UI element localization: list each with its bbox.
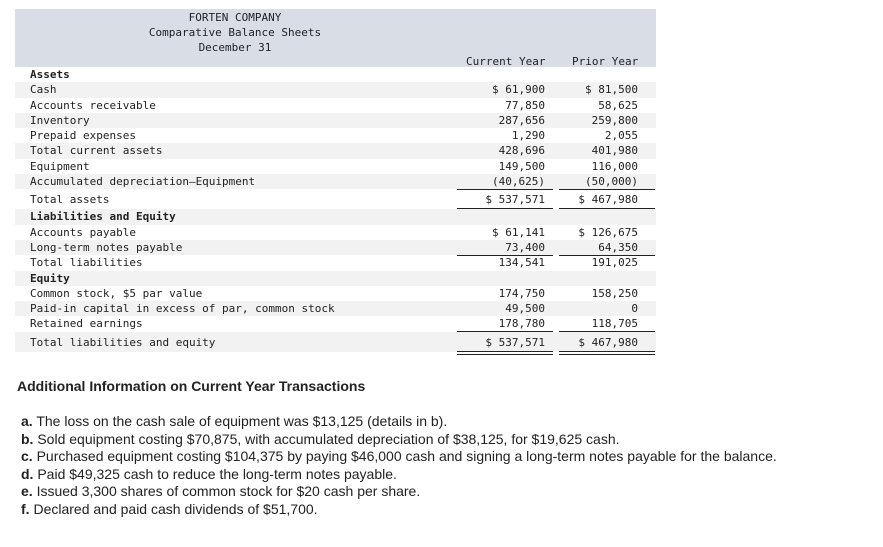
prior-year-value: 259,800 (591, 113, 638, 127)
current-year-value: 174,750 (498, 286, 545, 300)
current-year-value: 428,696 (498, 144, 545, 158)
list-item (21, 483, 821, 501)
prior-year-value: $ 126,675 (578, 225, 638, 239)
prior-year-value: (50,000) (585, 175, 638, 189)
item-text: The loss on the cash sale of equipment was $13,125 (details in b). (32, 413, 448, 429)
row-label: Accounts receivable (30, 98, 156, 112)
current-year-value: (40,625) (492, 175, 545, 189)
statement-title: Comparative Balance Sheets (148, 26, 322, 39)
item-text: Declared and paid cash dividends of $51,700. (29, 500, 318, 517)
row-label: Prepaid expenses (30, 129, 136, 143)
prior-year-value: 401,980 (591, 144, 638, 158)
row-label: Common stock, $5 par value (30, 286, 203, 300)
prior-year-value: 158,250 (591, 286, 638, 300)
list-item (21, 431, 821, 449)
prior-year-value: 0 (631, 302, 638, 316)
row-label: Assets (30, 68, 70, 81)
item-text: Issued 3,300 shares of common stock for $20 cash per share. (32, 483, 421, 499)
item-letter: f. (21, 500, 30, 517)
row-label: Cash (30, 83, 57, 97)
table-row-total-assets (15, 189, 656, 209)
current-year-value: 287,656 (498, 113, 545, 127)
row-label: Total assets (30, 193, 110, 207)
current-year-value: $ 537,571 (485, 193, 545, 207)
section-heading-assets (15, 67, 656, 82)
table-row (15, 316, 656, 331)
row-label: Liabilities and Equity (30, 210, 176, 224)
item-text: Sold equipment costing $70,875, with accumulated depreciation of $38,125, for $19,625 cash. (33, 430, 620, 447)
item-text: Purchased equipment costing $104,375 by paying $46,000 cash and signing a long-term notes payable for the balance. (32, 448, 777, 464)
prior-year-value: $ 81,500 (585, 83, 638, 97)
row-label: Total current assets (30, 144, 163, 158)
current-year-value: 1,290 (511, 129, 545, 143)
prior-year-value: 118,705 (591, 317, 638, 331)
row-label: Equipment (30, 159, 90, 173)
table-row (15, 159, 656, 174)
table-row (15, 113, 656, 128)
table-row (15, 255, 656, 270)
row-label: Long-term notes payable (30, 240, 183, 254)
double-underline (457, 351, 553, 355)
item-letter: a. (21, 413, 33, 429)
current-year-value: $ 61,141 (492, 225, 545, 239)
prior-year-value: 191,025 (591, 256, 638, 270)
list-item (21, 466, 821, 484)
current-year-value: 149,500 (498, 159, 545, 173)
list-item (21, 448, 821, 466)
statement-date: December 31 (198, 41, 272, 54)
prior-year-value: 64,350 (598, 240, 638, 254)
section-heading-liabilities-and-equity (15, 209, 656, 224)
prior-year-value: 58,625 (598, 98, 638, 112)
additional-information (17, 378, 837, 517)
column-header-current-year: Current Year (466, 55, 546, 68)
row-label: Paid-in capital in excess of par, common stock (30, 302, 335, 316)
balance-sheet-table (15, 9, 656, 352)
table-header (15, 9, 656, 67)
table-row (15, 82, 656, 97)
section-heading-equity (15, 271, 656, 286)
prior-year-value: 116,000 (591, 159, 638, 173)
table-row (15, 98, 656, 113)
prior-year-value: 2,055 (604, 129, 638, 143)
company-name: FORTEN COMPANY (188, 11, 282, 24)
table-row (15, 174, 656, 189)
item-letter: d. (21, 465, 34, 482)
row-label: Accumulated depreciation—Equipment (30, 175, 256, 189)
prior-year-value: $ 467,980 (578, 335, 638, 349)
current-year-value: $ 537,571 (485, 335, 545, 349)
current-year-value: 178,780 (498, 317, 545, 331)
row-label: Total liabilities and equity (30, 335, 216, 349)
prior-year-value: $ 467,980 (578, 193, 638, 207)
current-year-value: 49,500 (505, 302, 545, 316)
current-year-value: 134,541 (498, 256, 545, 270)
additional-info-title: Additional Information on Current Year Transactions (17, 378, 366, 394)
table-row (15, 240, 656, 255)
item-letter: e. (21, 483, 33, 499)
table-row (15, 225, 656, 240)
row-label: Accounts payable (30, 225, 136, 239)
row-label: Inventory (30, 113, 90, 127)
row-label: Total liabilities (30, 256, 143, 270)
transaction-list (21, 413, 821, 518)
current-year-value: 77,850 (505, 98, 545, 112)
row-label: Equity (30, 271, 70, 285)
table-row (15, 128, 656, 143)
table-row (15, 143, 656, 158)
current-year-value: 73,400 (505, 240, 545, 254)
item-letter: c. (21, 448, 33, 464)
item-letter: b. (21, 430, 34, 447)
table-row-total-liabilities-and-equity (15, 332, 656, 352)
list-item (21, 501, 821, 519)
double-underline (559, 351, 655, 355)
list-item (21, 413, 821, 431)
table-row (15, 301, 656, 316)
current-year-value: $ 61,900 (492, 83, 545, 97)
row-label: Retained earnings (30, 317, 143, 331)
column-header-prior-year: Prior Year (572, 55, 639, 68)
table-row (15, 286, 656, 301)
item-text: Paid $49,325 cash to reduce the long-term notes payable. (33, 465, 397, 482)
